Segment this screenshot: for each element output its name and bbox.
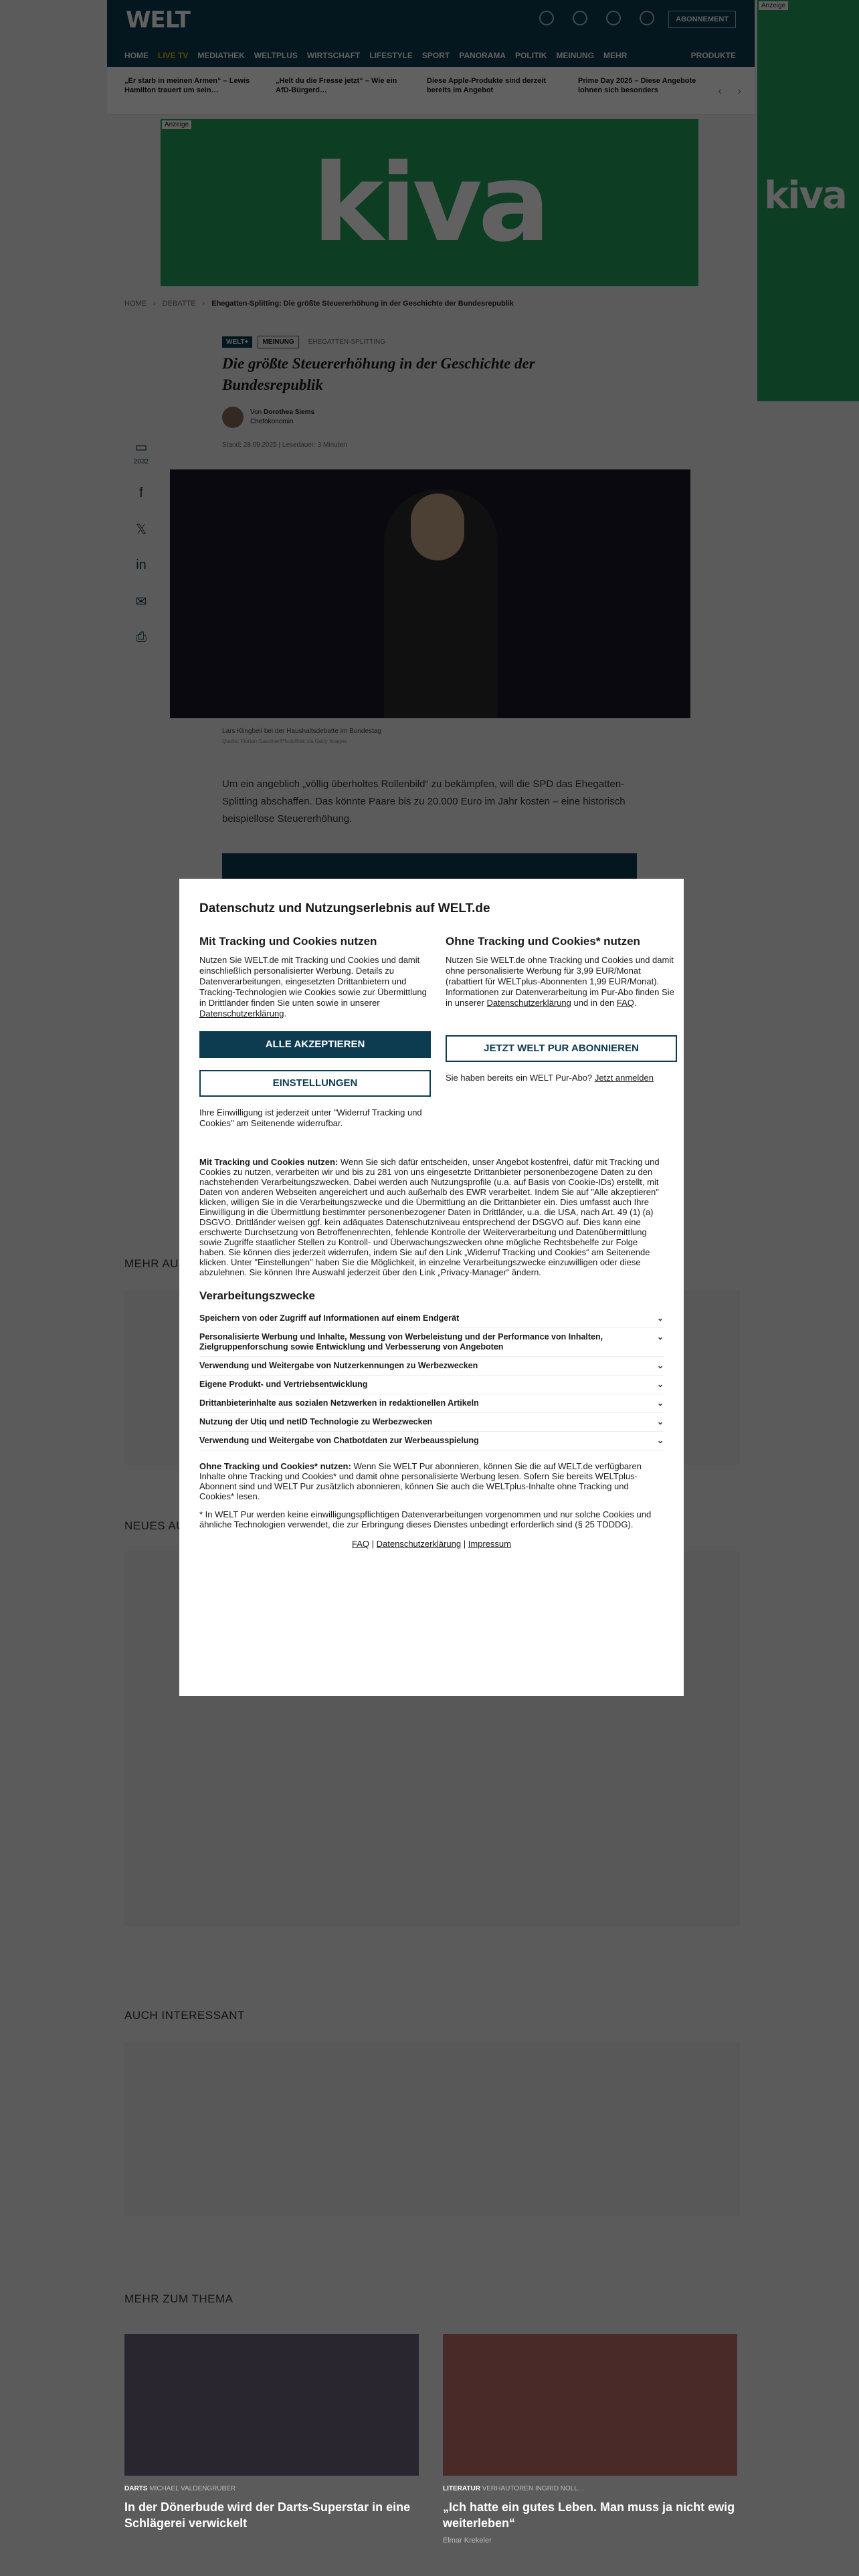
consent-dialog — [179, 879, 684, 1696]
chevron-down-icon: ⌄ — [656, 1313, 664, 1323]
imprint-link[interactable]: Impressum — [468, 1539, 511, 1549]
settings-button[interactable]: EINSTELLUNGEN — [199, 1070, 431, 1097]
card-title[interactable]: In der Dönerbude wird der Darts-Superstar in eine Schlägerei verwickelt — [124, 2500, 411, 2530]
faq-link[interactable]: FAQ — [616, 998, 634, 1008]
purposes-list — [199, 1309, 664, 1451]
connector-text: und in den — [573, 998, 615, 1008]
pur-body-text: Wenn Sie WELT Pur abonnieren, können Sie die auf WELT.de verfügbaren Inhalte ohne Tracking und Cookies* und damit ohne personalisierte Werbung lesen. Sofern Sie bereits WELTplus-Abonnent sind und WELT Pur zusätzlich abonnieren, können Sie auch die WELTplus-Inhalte ohne Tracking und Cookies* lesen. — [199, 1461, 642, 1501]
privacy-link[interactable]: Datenschutzerklärung — [376, 1539, 462, 1549]
purpose-item[interactable]: Verwendung und Weitergabe von Nutzerkennungen zu Werbezwecken ⌄ — [199, 1357, 664, 1376]
option-title: Ohne Tracking und Cookies* nutzen — [446, 935, 640, 948]
purposes-title: Verarbeitungszwecke — [199, 1289, 315, 1302]
accept-all-button[interactable]: ALLE AKZEPTIEREN — [199, 1031, 431, 1058]
pur-login-note: Sie haben bereits ein WELT Pur-Abo? — [446, 1073, 593, 1083]
card-image — [443, 2334, 737, 2476]
purpose-item[interactable]: Verwendung und Weitergabe von Chatbotdaten zur Werbeausspielung ⌄ — [199, 1432, 664, 1451]
chevron-down-icon: ⌄ — [656, 1436, 664, 1445]
footnote: * In WELT Pur werden keine einwilligungspflichtigen Datenverarbeitungen vorgenommen und nur solche Cookies und ähnliche Technologien verwendet, die zur Erbringung dieses Dienstes unbedingt erforderlich sind (§ 25 TDDDG). — [199, 1509, 652, 1529]
purpose-item[interactable]: Drittanbieterinhalte aus sozialen Netzwerken in redaktionellen Artikeln ⌄ — [199, 1394, 664, 1413]
chevron-down-icon: ⌄ — [656, 1332, 664, 1341]
card-image — [124, 2334, 419, 2476]
faq-link[interactable]: FAQ — [352, 1539, 370, 1549]
body-text: Wenn Sie sich dafür entscheiden, unser Angebot kostenfrei, dafür mit Tracking und Cookies zu nutzen, verarbeiten wir und bis zu 281 von uns eingesetzte Drittanbieter personenbezogene Daten zu den nachstehenden Verarbeitungszwecken. Dabei werden auch Nutzungsprofile (u.a. auf Basis von Cookie-IDs) erstellt, mit Daten von anderen Webseiten angereichert und auch außerhalb des EWR verarbeitet. Indem Sie auf "Alle akzeptieren" klicken, willigen Sie in die Verarbeitungszwecke und die Übermittlung an die Drittanbieter ein. Dies umfasst auch Ihre Einwilligung in die Übermittlung bestimmter personenbezogener Daten in Drittländer, u.a. die USA, nach Art. 49 (1) (a) DSGVO. Drittländer weisen ggf. kein adäquates Datenschutzniveau entsprechend der DSGVO auf. Dies kann eine erschwerte Durchsetzung von Betroffenenrechten, fehlende Kontrolle der Weiterverarbeitung und Datenübermittlung sowie Zugriffe staatlicher Stellen zu Kontroll- und Überwachungszwecken ohne mögliche Rechtsbehelfe zur Folge haben. Sie können dies jederzeit widerrufen, indem Sie auf den Link „Widerruf Tracking und Cookies“ am Seitenende klicken. Unter "Einstellungen" haben Sie die Möglichkeit, in einzelne Verarbeitungszwecke einzuwilligen oder diese abzulehnen. Sie können Ihre Auswahl jederzeit über den Link „Privacy-Manager“ ändern. — [199, 1157, 660, 1277]
purpose-item[interactable]: Eigene Produkt- und Vertriebsentwicklung ⌄ — [199, 1376, 664, 1394]
card-title[interactable]: „Ich hatte ein gutes Leben. Man muss ja nicht ewig weiterleben“ — [443, 2500, 735, 2530]
consent-title: Datenschutz und Nutzungserlebnis auf WELT.de — [199, 901, 490, 916]
chevron-down-icon: ⌄ — [656, 1398, 664, 1408]
purpose-item[interactable]: Nutzung der Utiq und netID Technologie zu Werbezwecken ⌄ — [199, 1413, 664, 1432]
card-byline: Elmar Krekeler — [443, 2537, 492, 2545]
article-card[interactable] — [124, 2334, 419, 2545]
pur-login-link[interactable]: Jetzt anmelden — [594, 1073, 654, 1083]
consent-option-pur: Ohne Tracking und Cookies* nutzen Nutzen Sie WELT.de ohne Tracking und Cookies und damit ohne personalisierte Werbung für 3,99 EUR/Monat (rabattiert für WELTplus-Abonnenten 1,99 EUR/Monat). Informationen zur Datenverarbeitung im Pur-Abo finden Sie in unserer Datenschutzerklärung und in den FAQ. JETZT WELT PUR ABONNIEREN Sie haben bereits ein WELT Pur-Abo? Jetzt anmelden — [446, 935, 677, 1129]
card-kicker: LITERATUR — [443, 2485, 480, 2492]
purpose-item[interactable]: Speichern von oder Zugriff auf Informationen auf einem Endgerät ⌄ — [199, 1309, 664, 1328]
option-text: Nutzen Sie WELT.de ohne Tracking und Cookies und damit ohne personalisierte Werbung für 3,99 EUR/Monat (rabattiert für WELTplus-Abonnenten 1,99 EUR/Monat). Informationen zur Datenverarbeitung im Pur-Abo finden Sie in unserer — [446, 955, 674, 1008]
card-kicker: DARTS — [124, 2485, 148, 2492]
option-text: Nutzen Sie WELT.de mit Tracking und Cookies und damit einschließlich personalisierter Werbung. Details zu Datenverarbeitungen, eingesetzten Drittanbietern und Tracking-Technologien wie Cookies sowie zur Übermittlung in Drittländer finden Sie unten sowie in unserer — [199, 955, 427, 1008]
card-author: MICHAEL VALDENGRUBER — [149, 2485, 236, 2492]
consent-option-tracking: Mit Tracking und Cookies nutzen Nutzen Sie WELT.de mit Tracking und Cookies und damit einschließlich personalisierter Werbung. Details zu Datenverarbeitungen, eingesetzten Drittanbietern und Tracking-Technologien wie Cookies sowie zur Übermittlung in Drittländer finden Sie unten sowie in unserer Datenschutzerklärung. ALLE AKZEPTIEREN EINSTELLUNGEN Ihre Einwilligung ist jederzeit unter "Widerruf Tracking und Cookies" am Seitenende widerrufbar. — [199, 935, 431, 1129]
pur-body-label: Ohne Tracking und Cookies* nutzen: — [199, 1461, 351, 1471]
article-card[interactable] — [443, 2334, 737, 2545]
option-title: Mit Tracking und Cookies nutzen — [199, 935, 377, 948]
chevron-down-icon: ⌄ — [656, 1361, 664, 1370]
chevron-down-icon: ⌄ — [656, 1417, 664, 1426]
purpose-item[interactable]: Personalisierte Werbung und Inhalte, Messung von Werbeleistung und der Performance von Inhalten, Zielgruppenforschung sowie Entwicklung und Verbesserung von Angeboten ⌄ — [199, 1328, 664, 1357]
body-label: Mit Tracking und Cookies nutzen: — [199, 1157, 339, 1167]
chevron-down-icon: ⌄ — [656, 1380, 664, 1389]
privacy-link[interactable]: Datenschutzerklärung — [199, 1008, 284, 1018]
revoke-note: Ihre Einwilligung ist jederzeit unter "Widerruf Tracking und Cookies" am Seitenende widerrufbar. — [199, 1107, 422, 1128]
more-articles — [124, 2334, 737, 2545]
card-author: VERHAUTOREN INGRID NOLL… — [482, 2485, 585, 2492]
subscribe-pur-button[interactable]: JETZT WELT PUR ABONNIEREN — [446, 1035, 677, 1062]
privacy-link[interactable]: Datenschutzerklärung — [486, 998, 571, 1008]
consent-footer-links: FAQ | Datenschutzerklärung | Impressum — [352, 1539, 511, 1549]
